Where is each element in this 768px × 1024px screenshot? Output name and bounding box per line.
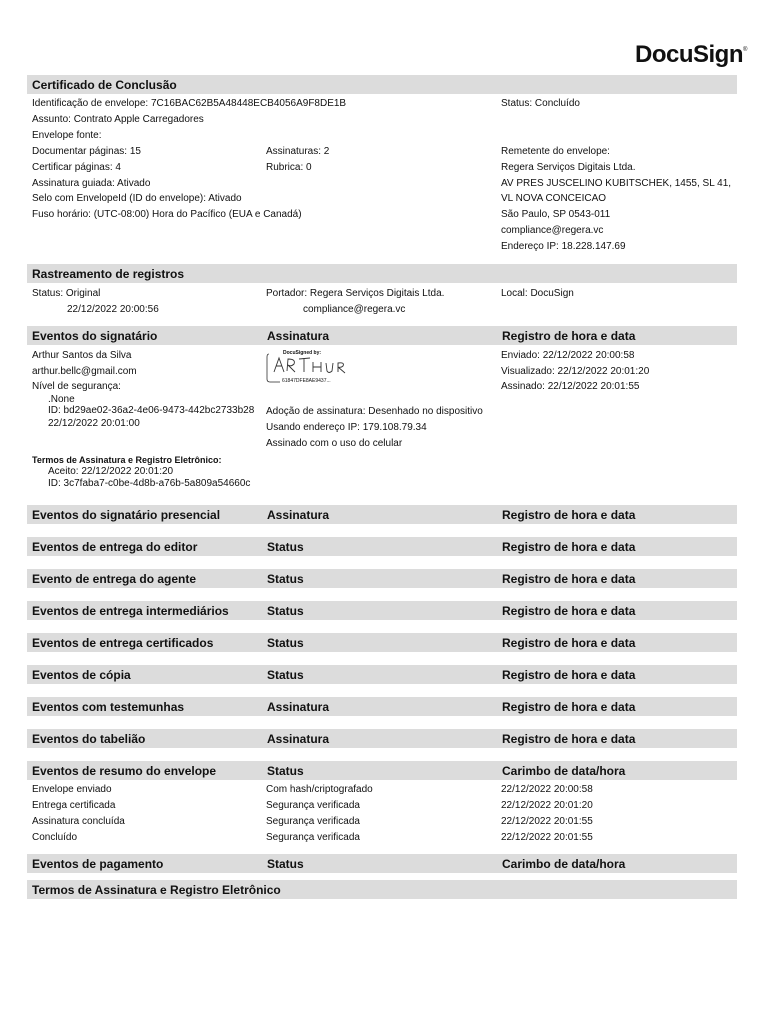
summary-row-status: Com hash/criptografado [266,784,373,795]
section-col2: Assinatura [267,508,330,522]
signer-id: ID: bd29ae02-36a2-4e06-9473-442bc2733b28 [48,405,255,416]
envelope-status: Status: Concluído [501,98,580,109]
signer-signed: Assinado: 22/12/2022 20:01:55 [501,381,640,392]
signer-email: arthur.bellc@gmail.com [32,366,137,377]
payment-col1: Eventos de pagamento [32,857,164,871]
sender-address-line2: VL NOVA CONCEICAO [501,193,607,204]
summary-row-time: 22/12/2022 20:01:20 [501,800,593,811]
section-col2: Status [267,604,304,618]
section-col3: Registro de hora e data [502,668,636,682]
signer-security-label: Nível de segurança: [32,381,121,392]
signer-security-value: .None [48,394,75,405]
envelope-subject: Assunto: Contrato Apple Carregadores [32,114,204,125]
summary-row-status: Segurança verificada [266,800,360,811]
section-col3: Registro de hora e data [502,604,636,618]
signer-terms-title: Termos de Assinatura e Registro Eletrônico: [32,455,222,465]
sender-email: compliance@regera.vc [501,225,604,236]
summary-col2: Status [267,764,304,778]
payment-col3: Carimbo de data/hora [502,857,626,871]
guided-signing: Assinatura guiada: Ativado [32,178,151,189]
summary-row-time: 22/12/2022 20:01:55 [501,832,593,843]
signer-events-col2: Assinatura [267,329,330,343]
summary-row-event: Entrega certificada [32,800,116,811]
section-col3: Registro de hora e data [502,572,636,586]
tracking-location: Local: DocuSign [501,288,574,299]
summary-header-bar [27,761,737,780]
sender-ip: Endereço IP: 18.228.147.69 [501,241,626,252]
tracking-holder: Portador: Regera Serviços Digitais Ltda. [266,288,445,299]
section-title: Eventos do tabelião [32,732,146,746]
terms-heading: Termos de Assinatura e Registro Eletrônico [32,883,281,897]
signature-image [266,350,352,386]
signer-events-col1: Eventos do signatário [32,329,158,343]
signer-viewed: Visualizado: 22/12/2022 20:01:20 [501,366,650,377]
sender-address-line1: AV PRES JUSCELINO KUBITSCHEK, 1455, SL 41, [501,178,732,189]
signatures-count: Assinaturas: 2 [266,146,330,157]
signer-name: Arthur Santos da Silva [32,350,132,361]
signature-mobile: Assinado com o uso do celular [266,438,403,449]
section-title: Eventos do signatário presencial [32,508,221,522]
certificate-heading: Certificado de Conclusão [32,78,177,92]
summary-row-event: Envelope enviado [32,784,112,795]
signer-terms-accepted: Aceito: 22/12/2022 20:01:20 [48,466,174,477]
section-col2: Status [267,668,304,682]
section-bar-witness [27,697,737,716]
terms-header-bar [27,880,737,899]
section-col3: Registro de hora e data [502,636,636,650]
summary-col3: Carimbo de data/hora [502,764,626,778]
summary-col1: Eventos de resumo do envelope [32,764,217,778]
section-title: Eventos com testemunhas [32,700,185,714]
section-title: Eventos de entrega intermediários [32,604,229,618]
signer-id-date: 22/12/2022 20:01:00 [48,418,140,429]
section-bar-intermediary-delivery [27,601,737,620]
tracking-header-bar [27,264,737,283]
summary-row-status: Segurança verificada [266,832,360,843]
section-bar-copy [27,665,737,684]
sender-name: Regera Serviços Digitais Ltda. [501,162,636,173]
section-bar-in-person [27,505,737,524]
signer-events-col3: Registro de hora e data [502,329,636,343]
summary-row-status: Segurança verificada [266,816,360,827]
summary-row-event: Concluído [32,832,78,843]
section-title: Evento de entrega do agente [32,572,197,586]
summary-row-event: Assinatura concluída [32,816,125,827]
signature-ip: Usando endereço IP: 179.108.79.34 [266,422,427,433]
signature-code: 61847DFE8AE9437... [282,378,331,384]
section-bar-agent-delivery [27,569,737,588]
section-col2: Status [267,540,304,554]
summary-row-time: 22/12/2022 20:01:55 [501,816,593,827]
signature-adoption: Adoção de assinatura: Desenhado no dispositivo [266,406,483,417]
initials-count: Rubrica: 0 [266,162,312,173]
timezone: Fuso horário: (UTC-08:00) Hora do Pacífico (EUA e Canadá) [32,209,302,220]
section-bar-certified-delivery [27,633,737,652]
doc-pages: Documentar páginas: 15 [32,146,141,157]
certificate-header-bar [27,75,737,94]
signer-terms-id: ID: 3c7faba7-c0be-4d8b-a76b-5a809a54660c [48,478,251,489]
docusign-logo: DocuSign® [635,41,747,68]
section-col2: Status [267,636,304,650]
section-col2: Assinatura [267,732,330,746]
sender-city: São Paulo, SP 0543-011 [501,209,611,220]
signer-sent: Enviado: 22/12/2022 20:00:58 [501,350,635,361]
section-col3: Registro de hora e data [502,540,636,554]
tracking-status: Status: Original [32,288,101,299]
payment-col2: Status [267,857,304,871]
section-bar-editor-delivery [27,537,737,556]
section-title: Eventos de entrega do editor [32,540,198,554]
section-col2: Status [267,572,304,586]
section-title: Eventos de cópia [32,668,131,682]
envelope-id-stamp: Selo com EnvelopeId (ID do envelope): Ativado [32,193,242,204]
section-col3: Registro de hora e data [502,508,636,522]
section-col2: Assinatura [267,700,330,714]
section-title: Eventos de entrega certificados [32,636,214,650]
payment-header-bar [27,854,737,873]
cert-pages: Certificar páginas: 4 [32,162,121,173]
section-col3: Registro de hora e data [502,732,636,746]
section-bar-notary [27,729,737,748]
section-col3: Registro de hora e data [502,700,636,714]
envelope-source: Envelope fonte: [32,130,102,141]
tracking-holder-email: compliance@regera.vc [303,304,406,315]
sender-label: Remetente do envelope: [501,146,610,157]
tracking-heading: Rastreamento de registros [32,267,185,281]
summary-row-time: 22/12/2022 20:00:58 [501,784,593,795]
signer-events-header-bar [27,326,737,345]
signature-docusigned-label: DocuSigned by: [283,350,322,356]
envelope-id: Identificação de envelope: 7C16BAC62B5A48448ECB4056A9F8DE1B [32,98,347,109]
tracking-date: 22/12/2022 20:00:56 [67,304,159,315]
